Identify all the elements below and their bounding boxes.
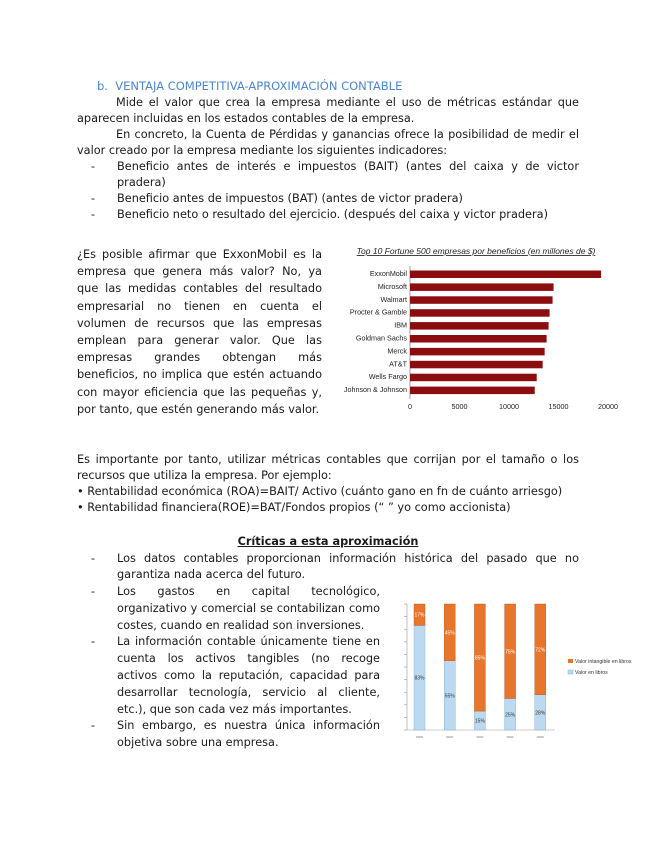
- category-label: Merck: [387, 346, 407, 356]
- bar: [410, 374, 537, 382]
- paragraph-indicators: En concreto, la Cuenta de Pérdidas y ganancias ofrece la posibilidad de medir el valor creado por la empresa mediante los siguientes indicadores:: [77, 128, 579, 157]
- list-item: - Los gastos en capital tecnológico, organizativo y comercial se contabilizan como costes, cuando en realidad son inversiones.: [83, 584, 380, 634]
- legend-swatch: [568, 659, 573, 663]
- list-item: - Beneficio antes de interés e impuestos (BAIT) (antes del caixa y de victor pradera): [83, 159, 579, 191]
- bar: [410, 283, 554, 291]
- category-label: IBM: [394, 320, 407, 330]
- category-label: Johnson & Johnson: [343, 385, 407, 395]
- tick-label: 20000: [598, 402, 618, 411]
- paragraph-intro: Mide el valor que crea la empresa mediante el uso de métricas estándar que aparecen incluidas en los estados contables de la empresa.: [77, 96, 579, 125]
- category-label: Procter & Gamble: [349, 307, 407, 317]
- bar: [410, 348, 545, 356]
- criticas-list-first: [83, 551, 579, 583]
- legend-swatch: [568, 670, 573, 674]
- list-item: - Beneficio neto o resultado del ejercicio. (después del caixa y victor pradera): [83, 207, 579, 223]
- bar: [410, 322, 549, 330]
- fortune-500-bar-chart: [326, 241, 626, 425]
- category-label: Goldman Sachs: [355, 333, 407, 343]
- data-label: 28%: [535, 710, 546, 717]
- category-label: Wells Fargo: [368, 372, 407, 382]
- bar: [410, 296, 553, 304]
- category-label: ExxonMobil: [369, 269, 407, 278]
- list-item: - La información contable únicamente tiene en cuenta los activos tangibles (no recoge activos como la reputación, capacidad para desarrollar tecnología, servicio al cliente, etc.), que son cada vez más importantes.: [83, 634, 380, 718]
- tick-label: 15000: [548, 402, 569, 411]
- data-label: 85%: [474, 655, 485, 662]
- bar: [410, 271, 601, 279]
- data-label: 25%: [505, 712, 516, 719]
- data-label: 75%: [505, 649, 516, 656]
- chart-title: Top 10 Fortune 500 empresas por beneficios (en millones de $): [356, 246, 596, 256]
- metric-roa: • Rentabilidad económica (ROA)=BAIT/ Activo (cuánto gano en fn de cuánto arriesgo): [77, 485, 563, 498]
- data-label: 55%: [444, 693, 455, 700]
- data-label: 15%: [474, 718, 485, 725]
- exxon-paragraph: ¿Es posible afirmar que ExxonMobil es la empresa que genera más valor? No, ya que las medidas contables del resultado empresarial no tienen en cuenta el volumen de recursos que las empresas emplean para generar valor. Que las empresas grandes obtengan más beneficios, no implica que estén actuando con mayor eficiencia que las pequeñas y, por tanto, que estén generando más valor.: [77, 248, 322, 416]
- criticas-title: Críticas a esta aproximación: [237, 535, 419, 548]
- data-label: 45%: [444, 630, 455, 637]
- data-label: 17%: [414, 612, 425, 619]
- category-label: Microsoft: [377, 281, 407, 291]
- bar: [410, 361, 543, 369]
- list-item: - Beneficio antes de impuestos (BAT) (antes de victor pradera): [83, 191, 579, 207]
- criticas-list-rest: [83, 584, 380, 752]
- list-item: - Los datos contables proporcionan información histórica del pasado que no garantiza nada acerca del futuro.: [83, 551, 579, 583]
- data-label: 83%: [414, 675, 425, 682]
- tick-label: 10000: [499, 402, 519, 411]
- category-label: Walmart: [380, 294, 407, 304]
- legend-label: Valor en libros: [575, 670, 608, 676]
- section-heading: b. VENTAJA COMPETITIVA-APROXIMACIÓN CONTABLE: [97, 79, 403, 93]
- list-item: - Sin embargo, es nuestra única información objetiva sobre una empresa.: [83, 718, 380, 752]
- metrics-intro: Es importante por tanto, utilizar métricas contables que corrijan por el tamaño o los recursos que utiliza la empresa. Por ejemplo:: [77, 453, 579, 482]
- legend-label: Valor intangible en libros: [575, 659, 632, 665]
- metric-roe: • Rentabilidad financiera(ROE)=BAT/Fondos propios (“ ” yo como accionista): [77, 501, 511, 514]
- book-value-stacked-chart: [391, 600, 641, 750]
- tick-label: 5000: [451, 402, 468, 411]
- indicator-list: [83, 159, 579, 223]
- tick-label: 0: [408, 402, 412, 411]
- bar: [410, 335, 547, 343]
- data-label: 72%: [535, 647, 546, 654]
- bar: [410, 387, 535, 395]
- bar: [410, 309, 550, 317]
- category-label: AT&T: [389, 359, 407, 369]
